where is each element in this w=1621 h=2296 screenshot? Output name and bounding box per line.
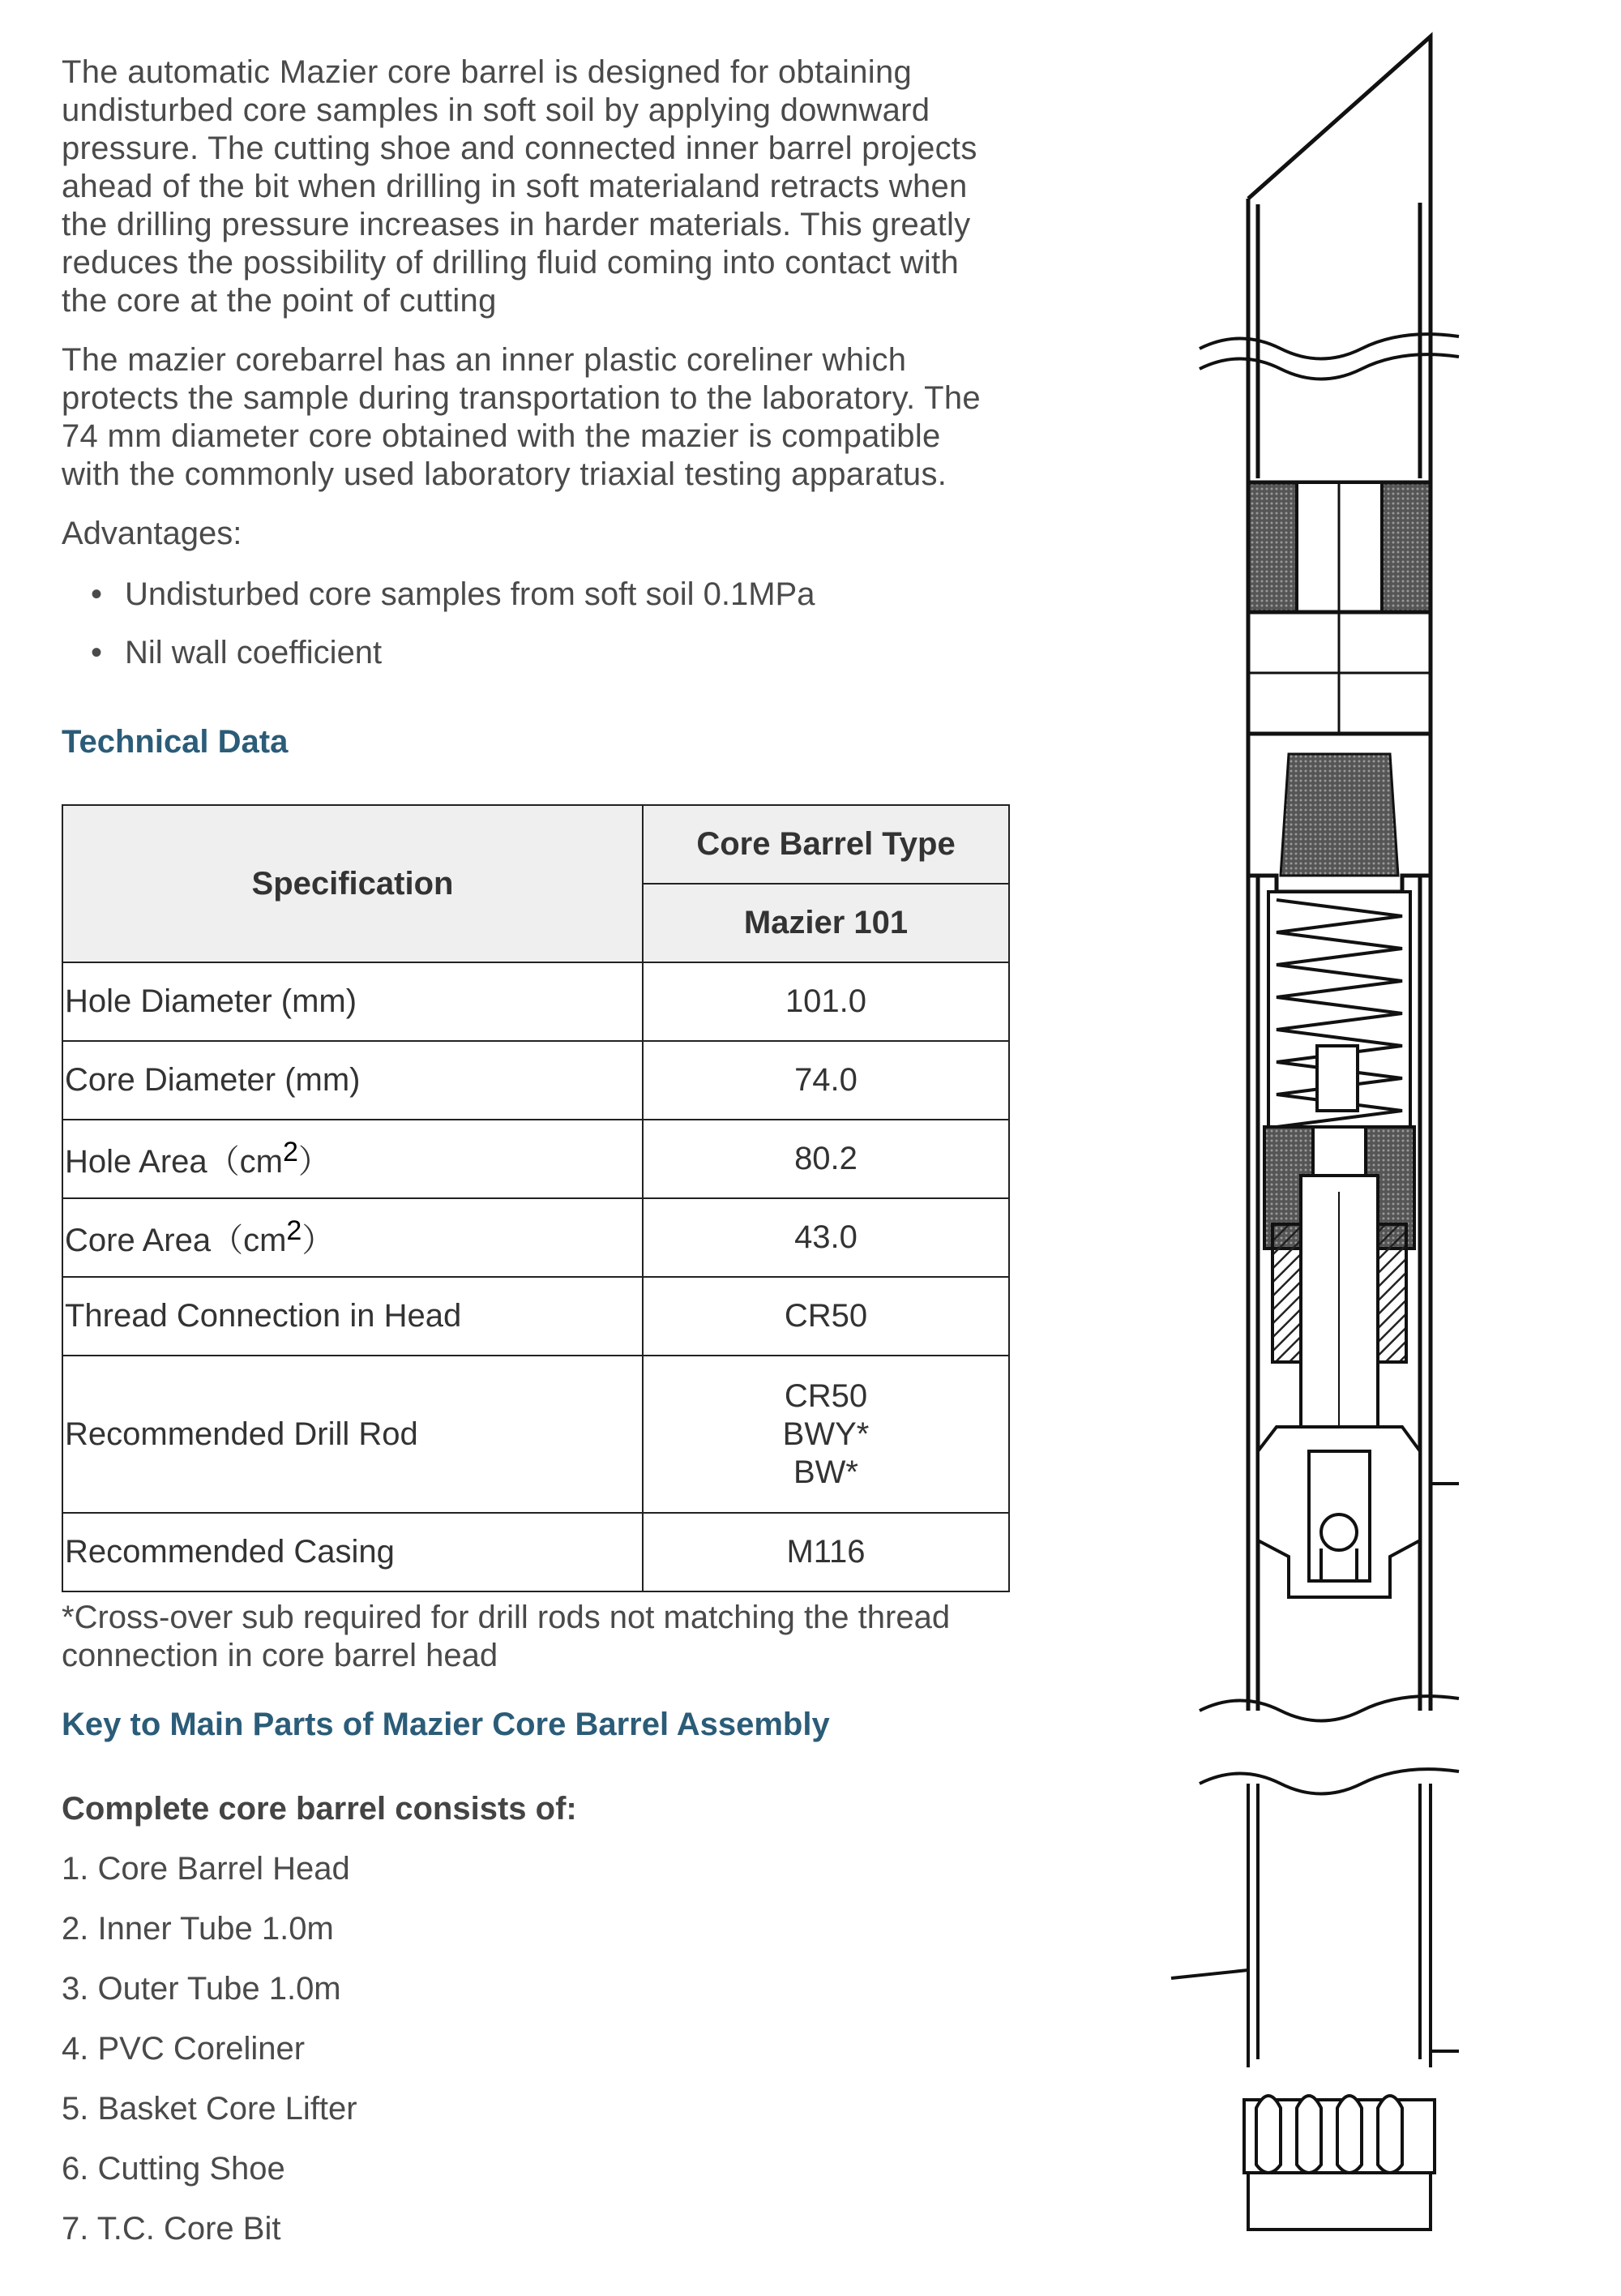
row-label: Hole Diameter (mm) [62, 962, 643, 1041]
row-label: Recommended Casing [62, 1513, 643, 1591]
technical-data-heading: Technical Data [62, 724, 289, 760]
row-value: CR50 [643, 1277, 1009, 1356]
row-value: M116 [643, 1513, 1009, 1591]
parts-list [62, 1850, 357, 2270]
table-row [62, 1120, 1009, 1198]
table-row [62, 1513, 1009, 1591]
mazier-model-header: Mazier 101 [643, 884, 1009, 962]
advantages-list [62, 576, 1091, 672]
spec-header: Specification [62, 805, 643, 962]
row-value: 43.0 [643, 1198, 1009, 1277]
row-label: Core Diameter (mm) [62, 1041, 643, 1120]
list-item: 1. Core Barrel Head [62, 1851, 350, 1887]
row-value: 74.0 [643, 1041, 1009, 1120]
table-row [62, 962, 1009, 1041]
intro-paragraph-2: The mazier corebarrel has an inner plastic coreliner which protects the sample during transportation to the laboratory. The 74 mm diameter core obtained with the mazier is compatible with the commonly used laboratory triaxial testing apparatus. [62, 342, 981, 492]
specification-table [62, 804, 1010, 1592]
list-item: 2. Inner Tube 1.0m [62, 1911, 334, 1947]
list-item: 4. PVC Coreliner [62, 2031, 306, 2067]
advantage-item: • Nil wall coefficient [91, 635, 383, 670]
core-barrel-type-header: Core Barrel Type [643, 805, 1009, 884]
list-item: 7. T.C. Core Bit [62, 2211, 281, 2247]
cutting-shoe-shape [1244, 2096, 1435, 2230]
advantages-label: Advantages: [62, 516, 242, 551]
advantage-item: • Undisturbed core samples from soft soil 0.1MPa [91, 576, 815, 612]
table-row [62, 1041, 1009, 1120]
row-label: Thread Connection in Head [62, 1277, 643, 1356]
list-item: 6. Cutting Shoe [62, 2151, 285, 2187]
table-footnote: *Cross-over sub required for drill rods not matching the thread connection in core barrel head [62, 1600, 951, 1673]
row-label: Recommended Drill Rod [62, 1356, 643, 1513]
list-item: 5. Basket Core Lifter [62, 2091, 357, 2127]
table-row [62, 1277, 1009, 1356]
table-row [62, 1198, 1009, 1277]
core-barrel-diagram [1167, 24, 1491, 2270]
list-item: 3. Outer Tube 1.0m [62, 1971, 341, 2007]
bullet-icon: • [91, 576, 103, 612]
bullet-icon: • [91, 635, 103, 670]
row-label: Hole $Area(cm^2)$ [62, 1120, 643, 1198]
key-heading: Key to Main Parts of Mazier Core Barrel Assembly [62, 1707, 830, 1742]
inner-bearing-shape [1264, 1127, 1414, 1435]
row-value: CR50 BWY* BW* [643, 1356, 1009, 1513]
spring-shape [1268, 892, 1410, 1143]
intro-section [62, 54, 1091, 692]
row-value: 80.2 [643, 1120, 1009, 1198]
row-value: 101.0 [643, 962, 1009, 1041]
intro-paragraph-1: The automatic Mazier core barrel is designed for obtaining undisturbed core samples in soft soil by applying downward pressure. The cutting shoe and connected inner barrel projects ahead of the bit when drilling in soft materialand retracts when the drilling pressure increases in harder materials. This greatly reduces the possibility of drilling fluid coming into contact with the core at the point of cutting [62, 54, 977, 319]
parts-title: Complete core barrel consists of: [62, 1791, 577, 1827]
core-barrel-head-shape [1248, 482, 1431, 892]
row-label: Core $Area(cm^2)$ [62, 1198, 643, 1277]
table-row [62, 1356, 1009, 1513]
